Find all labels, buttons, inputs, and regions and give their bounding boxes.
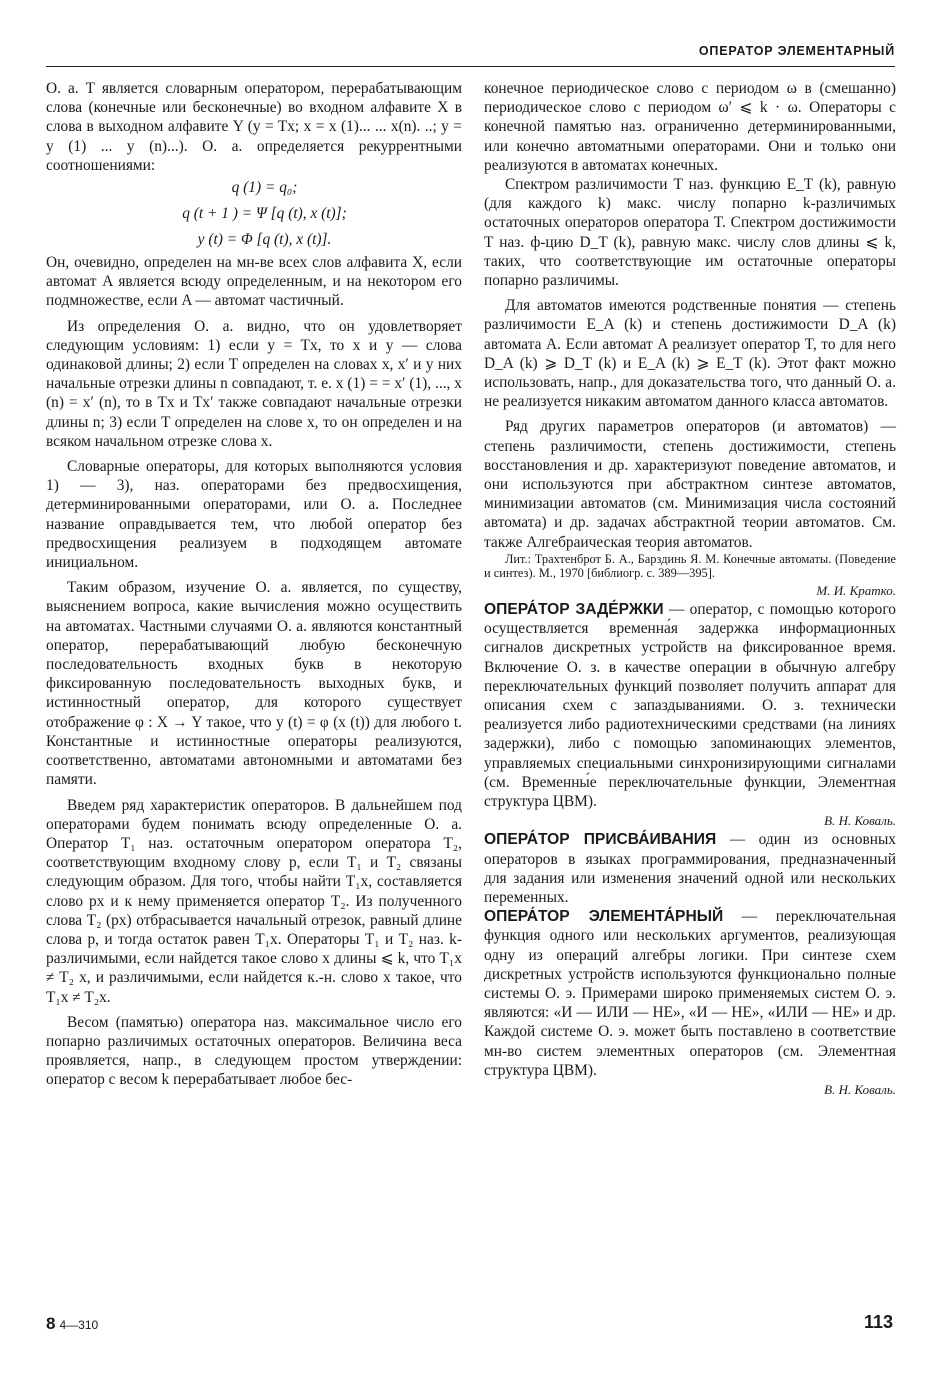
- paragraph: Из определения О. а. видно, что он удовлетворяет следующим условиям: 1) если y = Tx, то x и y — слова одинаковой длины; 2) если T определен на словах x, x′ и у них начальные отрезки длины n совпадают, т. е. x (1) = = x′ (1), ..., x (n) = x′ (n), то в Tx и Tx′ также совпадают начальные отрезки длины n; 3) если T определен на слове x, то он определен и на всяком начальном отрезке слова x.: [46, 317, 462, 450]
- paragraph: Таким образом, изучение О. а. является, по существу, выяснением вопроса, какие вычисления можно осуществить на автоматах. Частными случаями О. а. являются константный оператор, перерабатывающий любую бесконечную последовательность входных букв в некоторую фиксированную последовательность выходных букв, и истинностный оператор, для которого существует отображение φ : X → Y такое, что y (t) = φ (x (t)) для любого t. Константные и истинностные операторы реализуются, соответственно, автоматами автономными и автоматами без памяти.: [46, 579, 462, 789]
- print-code: 4—310: [59, 1318, 99, 1332]
- signature-mark: [46, 1314, 98, 1334]
- paragraph: конечное периодическое слово с периодом ω в (смешанно) периодическое слово с периодом ω′ ⩽ k · ω. Операторы с конечной памятью наз. ограниченно детерминированными, или конечно автоматными операторами. Они и только они реализуются в автоматах конечных.: [484, 80, 896, 174]
- article-heading: ОПЕРА́ТОР ЭЛЕМЕНТА́РНЫЙ: [484, 908, 724, 926]
- paragraph: Весом (памятью) оператора наз. максимальное число его попарно различимых остаточных операторов. Величина веса проявляется, напр., в следующем простом утверждении: оператор с весом k перерабатывает любое бес-: [46, 1013, 462, 1089]
- article-assignment-operator: [484, 830, 896, 907]
- header-rule: [46, 66, 895, 67]
- running-header: ОПЕРАТОР ЭЛЕМЕНТАРНЫЙ: [698, 44, 895, 58]
- paragraph: О. а. T является словарным оператором, перерабатывающим слова (конечные или бесконечные) во входном алфавите X в слова в выходном алфавите Y (y = Tx; x = x (1)... ... x(n). ..; y = y (1) ... y (n)...). О. а. определяется рекуррентными соотношениями:: [46, 80, 462, 174]
- article-body: — один из основных операторов в языках программирования, предназначенный для задания или изменения значений одной или нескольких переменных.: [484, 831, 897, 906]
- author-signature: В. Н. Коваль.: [824, 813, 896, 829]
- paragraph: Введем ряд характеристик операторов. В дальнейшем под операторами будем понимать всюду определенные О. а. Оператор T₁ наз. остаточным оператором оператора T₂, соответствующим входному слову p, если T₁ и T₂ связаны следующим образом. Для того, чтобы найти T₁x, составляется слово px и к нему применяется оператор T₂. Из полученного слова T₂ (px) отбрасывается начальный отрезок, равный длине слова p, и тогда остаток равен T₁x. Операторы T₁ и T₂ наз. k-различимыми, если найдется такое слово x длины ⩽ k, что T₁x ≠ T₂ x, и различимыми, если найдется к.-н. слово x такое, что T₁x ≠ T₂x.: [46, 796, 462, 1006]
- article-body: — оператор, с помощью которого осуществляется временна́я задержка информационных сигналов дискретных устройств на фиксированное время. Включение О. з. в качестве операции в обычную алгебру переключательных функций позволяет получить аппарат для описания схем с запаздываниями. О. з. технически реализуется либо радиотехническими средствами (на линиях задержки), либо с помощью запоминающих элементов, управляемых специальными синхронизирующими сигналами (см. Временны́е переключательные функции, Элементная структура ЦВМ).: [484, 600, 896, 810]
- article-delay-operator: [484, 600, 896, 811]
- paragraph: Спектром различимости T наз. функцию E_T (k), равную (для каждого k) макс. числу попарно k-различимых остаточных операторов оператора T. Спектром достижимости T наз. ф-цию D_T (k), равную макс. числу слов длины ⩽ k, таких, что соответствующие им остаточные операторы попарно различимы.: [484, 176, 896, 290]
- author-signature: М. И. Кратко.: [816, 582, 896, 598]
- paragraph: Для автоматов имеются родственные понятия — степень различимости E_A (k) и степень достижимости D_A (k) автомата A. Если автомат A реализует оператор T, то для него D_A (k) ⩾ D_T (k) и E_A (k) ⩾ E_T (k). Этот факт можно использовать, напр., для доказательства того, что данный О. а. не реализуется никаким автоматом данного класса автоматов.: [484, 297, 896, 411]
- formula: q (t + 1 ) = Ψ [q (t), x (t)];: [182, 205, 347, 223]
- left-column: [46, 79, 462, 1090]
- formula: q (1) = q₀;: [231, 179, 298, 197]
- bibliography: Лит.: Трахтенброт Б. А., Барздинь Я. М. Конечные автоматы. (Поведение и синтез). М., 1970 [библиогр. с. 389—395].: [484, 551, 896, 581]
- paragraph: Словарные операторы, для которых выполняются условия 1) — 3), наз. операторами без предвосхищения, детерминированными операторами, или О. а. Последнее название оправдывается тем, что любой оператор без предвосхищения реализуем в подходящем автомате инициальном.: [46, 458, 462, 572]
- article-elementary-operator: [484, 907, 896, 1080]
- page-number: 113: [863, 1312, 893, 1332]
- article-body: — переключательная функция одного или нескольких аргументов, реализующая одну из операций алгебры логики. При синтезе схем дискретных устройств используются функционально полные системы О. э. Примерами широко применяемых систем О. э. являются: «И — ИЛИ — НЕ», «И — НЕ», «ИЛИ — НЕ» и др. Каждой системе О. э. может быть поставлено в соответствие мн-во систем элементных операторов (см. Элементная структура ЦВМ).: [484, 908, 896, 1079]
- article-heading: ОПЕРА́ТОР ЗАДЕ́РЖКИ: [484, 600, 664, 618]
- paragraph: Он, очевидно, определен на мн-ве всех слов алфавита X, если автомат A является всюду определенным, и на некотором его подмножестве, если A — автомат частичный.: [46, 254, 462, 310]
- signature-number: 8: [46, 1314, 56, 1333]
- paragraph: Ряд других параметров операторов (и автоматов) — степень различимости, степень достижимости, степень восстановления и др. характеризуют поведение автоматов, и они используются при абстрактном синтезе автоматов, минимизации автоматов (см. Минимизация числа состояний автомата) и др. задачах абстрактной теории автоматов. См. также Алгебраическая теория автоматов.: [484, 418, 896, 551]
- right-column: [484, 79, 896, 1099]
- article-heading: ОПЕРА́ТОР ПРИСВА́ИВАНИЯ: [484, 831, 717, 849]
- author-signature: В. Н. Коваль.: [824, 1081, 896, 1097]
- formula: y (t) = Φ [q (t), x (t)].: [197, 231, 332, 249]
